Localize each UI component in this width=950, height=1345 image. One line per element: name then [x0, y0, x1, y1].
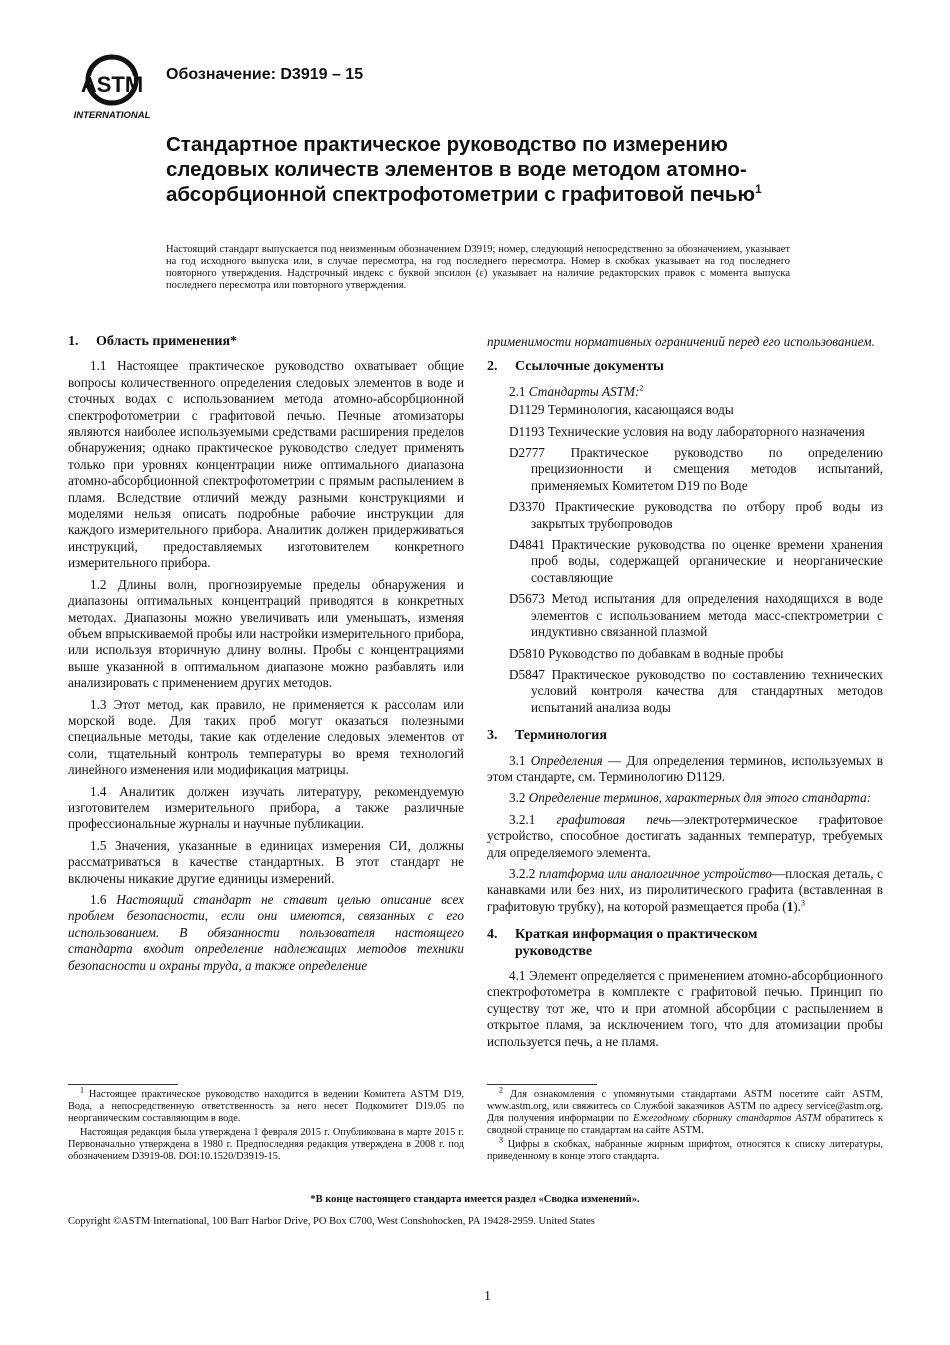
paragraph-3-2-1 — [487, 812, 883, 861]
astm-standards-label: Стандарты ASTM: — [528, 383, 640, 399]
footnote-text: обратитесь к сводной странице по стандартам на сайте ASTM. — [487, 1113, 883, 1136]
reference-item: D5810 Руководство по добавкам в водные пробы — [509, 645, 784, 661]
paragraph-4-1: 4.1 Элемент определяется с применением атомно-абсорбционного спектрофотометра в комплекте с графитовой печью. Принцип по существу тот же, что и при атомной абсорбции с распылением в открытое пламя, за исключением того, что для атомизации пробы используется печь, а не пламя. — [487, 968, 883, 1049]
term: платформа или аналогичное устройство — [538, 865, 772, 881]
definitions-label: Определения — [530, 752, 603, 768]
term-definition: —плоская деталь, с канавками или без них, из пиролитического графита (вставленная в графитовую трубку), на которой размещается проба ( — [487, 865, 884, 914]
logo-main-text: ASTM — [80, 72, 144, 97]
definitions-text: — Для определения терминов, используемых в этом стандарте, см. Терминологию D1129. — [487, 752, 884, 784]
paragraph-1-6-continued — [487, 334, 883, 350]
footnote-divider — [68, 1084, 178, 1085]
footnote-text: Цифры в скобках, набранные жирным шрифтом, относятся к списку литературы, приведенному в конце этого стандарта. — [487, 1139, 883, 1162]
footnote-text: Настоящее практическое руководство находится в ведении Комитета ASTM D19, Вода, а непосредственную ответственность за него несет Подкомитет D19.05 по неорганическим составляющим в воде. — [68, 1089, 464, 1124]
astm-logo — [66, 52, 158, 124]
specific-terms-label: Определение терминов, характерных для этого стандарта: — [528, 790, 872, 806]
document-title — [166, 132, 806, 207]
left-column — [68, 334, 464, 979]
term: графитовая печь — [556, 811, 671, 827]
paragraph-3-2-2 — [487, 866, 883, 915]
section-title: Терминология — [515, 728, 607, 744]
paragraph-number: 3.2.2 — [509, 865, 536, 881]
summary-of-changes-note: *В конце настоящего стандарта имеется раздел «Сводка изменений». — [310, 1194, 640, 1205]
section-title: Область применения* — [96, 334, 238, 349]
right-column — [487, 334, 883, 1055]
paragraph-1-6 — [68, 892, 464, 974]
title-footnote-ref: 1 — [755, 182, 762, 197]
section-number: 2. — [487, 359, 498, 375]
paragraph-number: 3.1 — [509, 752, 526, 768]
reference-item: D3370 Практические руководства по отбору проб воды из закрытых трубопроводов — [509, 499, 883, 531]
annual-book-title: Ежегодному сборнику стандартов ASTM — [633, 1113, 822, 1124]
reference-item: D1193 Технические условия на воду лабораторного назначения — [509, 423, 865, 439]
section-4-heading — [487, 927, 883, 960]
term-definition-end: ). — [793, 898, 801, 914]
copyright: Copyright ©ASTM International, 100 Barr Harbor Drive, PO Box C700, West Conshohocken, PA 19428-2959. United States — [68, 1216, 595, 1227]
paragraph-number: 3.2.1 — [509, 811, 536, 827]
footnote-3 — [487, 1135, 883, 1163]
section-1-heading — [68, 334, 464, 350]
footnote-ref: 3 — [800, 898, 805, 908]
footnote-marker: 3 — [499, 1135, 503, 1145]
page-number: 1 — [484, 1289, 491, 1304]
section-title: Ссылочные документы — [515, 359, 664, 375]
logo-sub-text: INTERNATIONAL — [73, 110, 151, 121]
paragraph-1-3: 1.3 Этот метод, как правило, не применяется к рассолам или морской воде. Для таких проб могут оказаться полезными специальные методы, такие как отделение следовых элементов от соли, тщательный контроль температуры во время технологий линейного изменения или модификация матрицы. — [68, 696, 464, 778]
astm-logo-icon — [66, 52, 158, 124]
intro-note: Настоящий стандарт выпускается под неизменным обозначением D3919; номер, следующий непосредственно за обозначением, указывает на год исходного выпуска или, в случае пересмотра, на год последнего пересмотра. Номер в скобках указывает на год последнего повторного утверждения. Надстрочный индекс с буквой эпсилон (ε) указывает на наличие редакторских правок с момента выпуска последнего пересмотра или повторного утверждения. — [166, 244, 790, 291]
footnote-2 — [487, 1085, 884, 1137]
title-text: Стандартное практическое руководство по измерению следовых количеств элементов в воде методом атомно-абсорбционной спектрофотометрии с графитовой печью — [166, 133, 756, 206]
reference-item: D5847 Практическое руководство по составлению технических условий контроля качества для стандартных методов испытаний анализа воды — [509, 666, 883, 715]
reference-item: D5673 Метод испытания для определения находящихся в воде элементов с использованием метода масс-спектрометрии с индуктивно связанной плазмой — [509, 591, 883, 640]
section-3-heading — [487, 728, 883, 744]
reference-item: D1129 Терминология, касающаяся воды — [509, 402, 734, 418]
reference-item: D4841 Практические руководства по оценке времени хранения проб воды, содержащей органические и неорганические составляющие — [509, 537, 883, 585]
footnote-marker: 1 — [80, 1085, 84, 1095]
paragraph-number: 3.2 — [509, 790, 526, 806]
paragraph-number: 2.1 — [509, 383, 526, 399]
term-definition: —электротермическое графитовое устройство, способное достигать заданных температур, требуемых для определяемого элемента. — [487, 811, 883, 860]
paragraph-3-2 — [487, 790, 883, 806]
footnote-1 — [68, 1085, 464, 1125]
footnotes-left — [68, 1084, 464, 1165]
footnote-1-revision: Настоящая редакция была утверждена 1 февраля 2015 г. Опубликована в марте 2015 г. Первоначально утверждена в 1980 г. Предпоследняя редакция утверждена в 2008 г. под обозначением D3919-08. DOI:10.1520/D3919-15. — [68, 1127, 464, 1162]
reference-item: D2777 Практическое руководство по определению прецизионности и смещения методов испытаний, применяемых Комитетом D19 по Воде — [509, 445, 883, 493]
section-number: 4. — [487, 927, 498, 943]
footnote-divider — [487, 1084, 597, 1085]
footnote-ref: 2 — [639, 383, 644, 393]
paragraph-2-1 — [487, 384, 883, 400]
safety-statement-cont: применимости нормативных ограничений перед его использованием. — [487, 334, 875, 349]
designation: Обозначение: D3919 – 15 — [166, 66, 364, 83]
footnote-marker: 2 — [499, 1085, 503, 1095]
paragraph-number: 1.6 — [90, 892, 107, 907]
paragraph-1-2: 1.2 Длины волн, прогнозируемые пределы обнаружения и диапазоны оптимальных концентраций приводятся в конкретных методах. Диапазоны можно увеличивать или уменьшать, изменяя объем впрыскиваемой пробы или настройки измерительного прибора, или используя вторичную длину волны. Пробы с концентрациями выше указанной в оптимальном диапазоне можно разбавлять или анализировать с применением других методов. — [68, 576, 464, 691]
section-title: Краткая информация о практическом руководстве — [515, 927, 758, 959]
footnotes-right — [487, 1084, 883, 1165]
safety-statement: Настоящий стандарт не ставит целью описание всех проблем безопасности, если они имеются, связанных с его использованием. В обязанности пользователя настоящего стандарта входит определение надлежащих методов техники безопасности и охраны труда, а также определение — [68, 892, 465, 973]
reference-number: 1 — [786, 898, 794, 914]
paragraph-1-4: 1.4 Аналитик должен изучать литературу, рекомендуемую изготовителем измерительного прибора, а также различные профессиональные журналы и научные публикации. — [68, 783, 464, 832]
reference-list — [487, 402, 883, 716]
paragraph-3-1 — [487, 753, 883, 786]
paragraph-1-5: 1.5 Значения, указанные в единицах измерения СИ, должны рассматриваться в качестве стандартных. В этот стандарт не включены никакие другие единицы измерений. — [68, 837, 464, 886]
paragraph-1-1: 1.1 Настоящее практическое руководство охватывает общие вопросы количественного определения следовых элементов в воде и сточных водах с использованием метода атомно-абсорбционной спектрофотометрии с графитовой печью. Печные атомизаторы являются наиболее используемыми средствами расширения пределов обнаружения; однако практическое руководство следует применять только при уровнях концентрации ниже оптимального диапазона атомно-абсорбционной спектрофотометрии с прямым распылением в пламя. Вследствие отличий между разными конструкциями и моделями нельзя описать подробные рабочие инструкции для каждого измерительного прибора. Аналитик должен придерживаться инструкций, предоставляемых изготовителем конкретного измерительного прибора. — [68, 358, 464, 571]
footnote-text: Для ознакомления с упомянутыми стандартами ASTM посетите сайт ASTM, www.astm.org, или свяжитесь со Службой заказчиков ASTM по адресу service@astm.org. Для получения информации по — [487, 1089, 884, 1124]
section-number: 3. — [487, 728, 498, 744]
section-2-heading — [487, 359, 883, 375]
section-number: 1. — [68, 334, 79, 349]
